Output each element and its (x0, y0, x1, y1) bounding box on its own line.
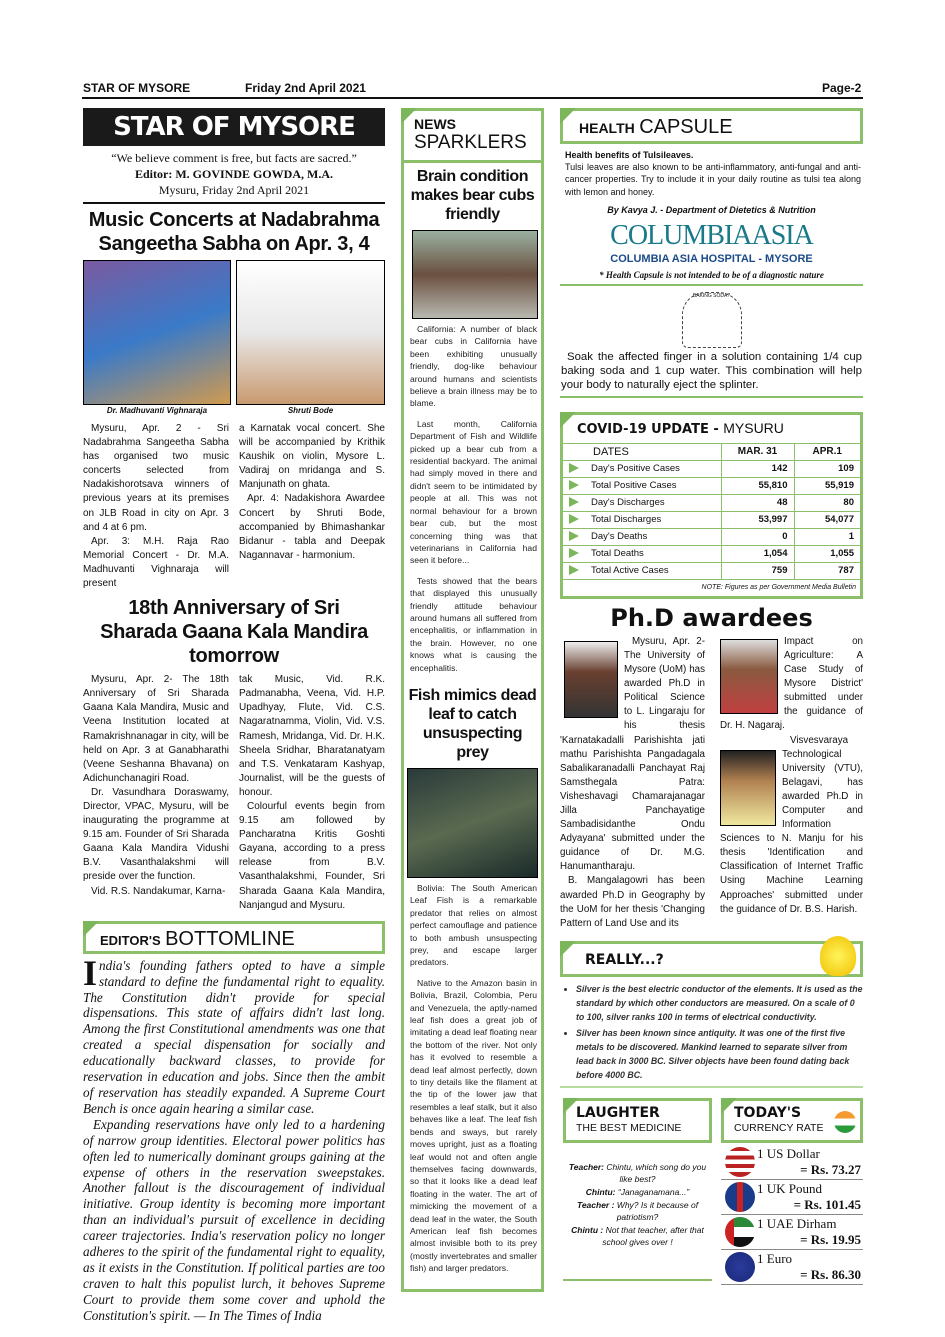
currency-rate: = Rs. 101.45 (793, 1196, 861, 1212)
paragraph: Tests showed that the bears that displayed this unusually friendly attitude behaviour around humans all suffered from encephalitis, or inflammation in the brain. However, no one knows what is causing the encephalitis. (410, 575, 537, 673)
phd-right (720, 635, 863, 917)
value-apr1: 55,919 (794, 477, 860, 494)
currency-rate-item (721, 1216, 863, 1250)
value-apr1: 54,077 (794, 511, 860, 528)
triangle-bullet-icon (569, 548, 579, 558)
paragraph: Expanding reservations have only led to a hardening of narrow group identities. Electoral power politics has often led to numerically dominant groups gaining at the expense of others in the reservation sweepstakes. Another fallout is the discouragement of individual initiative. Group identity is becoming more important than an individual's pursuit of excellence in deciding career trajectories. India's reservation policy no longer adheres to the spirit of the fundamental right to equality, as it exists in the Constitution. If political parties are too craven to halt this populist lurch, it behoves Supreme Court to provide them some cover and uphold the Constitution's spirit. — In The Times of India (83, 1116, 385, 1323)
editorial-label-box (83, 921, 385, 954)
metric-label: Total Deaths (591, 547, 644, 559)
header-mar31: MAR. 31 (721, 443, 794, 460)
joke-line (563, 1186, 712, 1199)
covid-title (563, 415, 860, 443)
fact-item: • Silver has been known since antiquity. It was one of the first five metals to be discovered. Mankind learned to separate silver from lead back in 3000 BC. Silver objects have been found dating back before 4000 BC. (576, 1026, 863, 1082)
bottom-boxes (560, 1098, 863, 1286)
value-mar31: 48 (721, 494, 794, 511)
speech: “Janaganamana...” (617, 1187, 690, 1198)
currency-label: CURRENCY RATE (734, 1121, 824, 1134)
covid-row (563, 494, 860, 511)
phd-left (560, 635, 705, 931)
laughter-joke (563, 1161, 712, 1249)
speaker: Teacher: (568, 1161, 605, 1172)
paragraph: California: A number of black bear cubs in California have been exhibiting unusually friendly, dog-like behaviour around humans and scientists believe a brain illness may be to blame. (410, 324, 537, 409)
header-dates: DATES (563, 443, 721, 460)
covid-table-header (563, 443, 860, 460)
header-apr1: APR.1 (794, 443, 860, 460)
paragraph: Apr. 4: Nadakishora Awardee Concert by Shruti Bode, accompanied by Bhimashankar Bidanur - tabla and Deepak Nagannavar - harmonium. (239, 493, 385, 561)
currency-rate: = Rs. 19.95 (800, 1231, 861, 1247)
covid-metric (563, 545, 721, 562)
sparklers-label: SPARKLERS (414, 132, 527, 153)
triangle-bullet-icon (569, 497, 579, 507)
masthead-dateline: Mysuru, Friday 2nd April 2021 (158, 183, 310, 197)
article1-body (83, 422, 385, 591)
value-mar31: 55,810 (721, 477, 794, 494)
divider (560, 284, 863, 286)
currency-rates (721, 1146, 863, 1285)
covid-note: NOTE: Figures as per Government Media Bulletin (701, 583, 856, 591)
speaker: Chintu: (585, 1187, 616, 1198)
sparklers-header (404, 111, 541, 163)
bear-cubs-photo (412, 230, 538, 319)
paragraph: a Karnatak vocal concert. She will be accompanied by Krithik Kaushik on violin, Mysore L. Vadiraj on mridanga and S. Manjunath on ghata. (239, 423, 385, 491)
paragraph: Apr. 3: M.H. Raja Rao Memorial Concert - Dr. M.A. Madhuvanti Vighnaraja will present (83, 535, 229, 590)
hospital-name: COLUMBIA ASIA HOSPITAL - MYSORE (610, 252, 813, 265)
left-column (83, 108, 385, 1324)
photo-madhuvanti (83, 260, 231, 405)
corner-marker (560, 941, 576, 957)
photo-madhuvanti-figure (83, 260, 231, 416)
covid-row (563, 511, 860, 528)
value-mar31: 1,054 (721, 545, 794, 562)
leaf-fish-photo (407, 768, 538, 878)
currency-box (721, 1098, 863, 1143)
metric-label: Day's Deaths (591, 530, 648, 542)
currency-name: 1 UK Pound (757, 1180, 823, 1196)
splinter-cartoon (682, 292, 742, 348)
speech: Why? Is it because of patriotism? (616, 1199, 699, 1223)
currency-rate-item (721, 1146, 863, 1180)
phd-mangalagowri-cont: Impact on Agriculture: A Case Study of Mysore District' submitted under the guidance of Dr. H. Nagaraj. (720, 635, 863, 732)
value-apr1: 109 (794, 460, 860, 477)
masthead-editor: Editor: M. GOVINDE GOWDA, M.A. (135, 167, 333, 181)
fact-item: • Silver is the best electric conductor of the elements. It is used as the standard by which other conductors are measured. On a scale of 0 to 100, silver ranks 100 in terms of electrical conductivity. (576, 982, 863, 1024)
paragraph: Vid. R.S. Nandakumar, Karna- (91, 885, 226, 897)
health-body: Tulsi leaves are also known to be anti-inflammatory, anti-fungal and anti-cancer properties. Try to include it in your daily routine as tulsi tea along with lemon and honey. (565, 162, 861, 197)
eu-flag-icon (725, 1252, 755, 1282)
drop-cap: I (83, 952, 98, 993)
photo-mangalagowri (720, 639, 778, 714)
phd-section (560, 635, 863, 931)
paragraph: Mysuru, Apr. 2 - Sri Nadabrahma Sangeetha Sabha has organised two music concerts selected from Nadakishorotsava winners of previous years at its premises on JLB Road in city on Apr. 3 and 4 at 6 pm. (83, 423, 229, 533)
caption-shruti: Shruti Bode (287, 406, 334, 415)
health-label-bold: HEALTH (579, 120, 635, 136)
divider (560, 396, 863, 398)
story1-headline: Brain condition makes bear cubs friendly (410, 168, 535, 223)
covid-metric (563, 494, 721, 511)
phd-title: Ph.D awardees (610, 603, 813, 632)
photo-shruti (236, 260, 385, 405)
editorial-label-bold: EDITOR'S (100, 932, 161, 948)
covid-title-city: MYSURU (723, 419, 784, 436)
currency-section (721, 1098, 863, 1286)
currency-label-bold: TODAY'S (734, 1104, 802, 1121)
currency-name: 1 UAE Dirham (757, 1215, 837, 1231)
speech: Chintu, which song do you like best? (606, 1161, 707, 1185)
covid-table (563, 443, 860, 580)
really-box (560, 941, 863, 977)
paragraph: Mysuru, Apr. 2- The 18th Anniversary of Sri Sharada Gaana Kala Mandira, Music and Veena Institution located at Ramakrishnanagar in city, will be held on Apr. 3 at Ganabharathi (Veene Seshanna Bhavana) on Adichunchanagiri Road. (83, 674, 229, 784)
right-column (560, 108, 863, 1286)
value-mar31: 759 (721, 562, 794, 579)
corner-marker (560, 108, 576, 124)
uae-flag-icon (725, 1217, 755, 1247)
cartoon-caption: BAKING SODA? (692, 292, 731, 299)
covid-row (563, 562, 860, 579)
story2-headline: Fish mimics dead leaf to catch unsuspecting prey (408, 686, 537, 761)
paragraph (83, 952, 385, 1117)
currency-rate-item (721, 1251, 863, 1285)
triangle-bullet-icon (569, 565, 579, 575)
laughter-box (563, 1098, 712, 1143)
covid-metric (563, 477, 721, 494)
phd-mangalagowri: B. Mangalagowri has been awarded Ph.D in Geography by the UoM for her thesis 'Changing Pattern of Land Use and its (560, 875, 705, 929)
corner-marker (83, 921, 99, 937)
covid-metric (563, 562, 721, 579)
joke-line (563, 1199, 712, 1224)
paragraph: Last month, California Department of Fish and Wildlife picked up a bear cub from a residential backyard. The animal had simply moved in there and didn't seem to be intimidated by people at all. This was not normal behaviour for a brown bear cub, but the most concerning thing was that veterinarians in California had seen it before... (410, 418, 537, 566)
triangle-bullet-icon (569, 531, 579, 541)
corner-marker (560, 412, 576, 428)
health-disclaimer: * Health Capsule is not intended to be of a diagnostic nature (599, 269, 824, 280)
really-label: REALLY...? (585, 951, 664, 968)
article1-headline: Music Concerts at Nadabrahma Sangeetha Sabha on Apr. 3, 4 (88, 209, 380, 255)
corner-marker (721, 1098, 737, 1114)
speech: Not that teacher, after that school gives over ! (602, 1224, 704, 1248)
masthead: STAR OF MYSORE (83, 108, 385, 146)
metric-label: Day's Positive Cases (591, 462, 680, 474)
currency-rate: = Rs. 73.27 (800, 1161, 861, 1177)
laughter-label-bold: LAUGHTER (576, 1104, 660, 1121)
health-tip: Soak the affected finger in a solution containing 1/4 cup baking soda and 1 cup water. This combination will help your body to naturally eject the splinter. (561, 350, 862, 391)
paragraph: tak Music, Vid. R.K. Padmanabha, Veena, Vid. H.P. Upadhyay, Flute, Vid. C.S. Nagaratnamma, Violin, Vid. V.S. Ramesh, Mridanga, Vid. Dr. H.K. Sheela Sridhar, Bharatanatyam and T.S. Venkataram Kashyap, Journalist, will be the guests of honour. (239, 674, 385, 798)
divider (560, 1086, 863, 1088)
page-number: Page-2 (822, 81, 862, 95)
covid-metric (563, 528, 721, 545)
running-header-date: Friday 2nd April 2021 (245, 81, 366, 95)
uk-flag-icon (725, 1182, 755, 1212)
covid-metric (563, 460, 721, 477)
editorial-label: BOTTOMLINE (165, 927, 295, 950)
photo-manju (720, 750, 776, 826)
article1-photos (83, 260, 385, 416)
bulb-mascot-icon (820, 936, 856, 976)
covid-title-bold: COVID-19 UPDATE - (577, 421, 719, 437)
corner-marker (401, 108, 417, 124)
phd-lingaraju: Mysuru, Apr. 2- The University of Mysore (UoM) has awarded Ph.D in Political Science to L. Lingaraju for his thesis 'Karnatakadalli Parishishta jati mathu Parishishta Pangadagala Sabalikaranadalli Panchayat Raj Samsthegala Patra: Visheshavagi Chamarajanagar Jilla Panchayatige Sambadisidanthe Ondu Adyayana' submitted under the guidance of Dr. M.G. Hanumantharaju. (560, 635, 705, 873)
covid-row (563, 528, 860, 545)
paragraph: Bolivia: The South American Leaf Fish is a remarkable predator that relies on almost perfect camouflage and patience to both ambush unsuspecting prey, and escape larger predators. (410, 882, 537, 968)
photo-lingaraju (564, 641, 618, 718)
us-flag-icon (725, 1147, 755, 1177)
covid-row (563, 477, 860, 494)
covid-metric (563, 511, 721, 528)
value-mar31: 53,997 (721, 511, 794, 528)
paragraph: Colourful events begin from 9.15 am followed by Pancharatna Kritis Goshti Gayana, according to a press release from B.V. Vasanthalakshmi, Founder, Sri Sharada Gaana Kala Mandira, Nanjangud and Mysuru. (239, 800, 385, 911)
value-apr1: 1,055 (794, 545, 860, 562)
health-title: Health benefits of Tulsileaves. (565, 150, 694, 160)
triangle-bullet-icon (569, 514, 579, 524)
currency-name: 1 Euro (757, 1250, 793, 1266)
joke-line (563, 1224, 712, 1249)
caption-madhuvanti: Dr. Madhuvanti Vighnaraja (106, 406, 208, 415)
speaker: Teacher : (576, 1199, 615, 1210)
metric-label: Total Discharges (591, 513, 662, 525)
health-byline: By Kavya J. - Department of Dietetics & Nutrition (607, 204, 816, 215)
triangle-bullet-icon (569, 463, 579, 473)
speaker: Chintu : (571, 1224, 604, 1235)
laughter-section (563, 1098, 712, 1281)
masthead-rule (83, 202, 385, 204)
sparklers-label-bold: NEWS (414, 116, 456, 132)
joke-line (563, 1161, 712, 1186)
metric-label: Total Active Cases (591, 564, 669, 576)
corner-marker (563, 1098, 579, 1114)
covid-row (563, 545, 860, 562)
metric-label: Day's Discharges (591, 496, 665, 508)
article2-headline: 18th Anniversary of Sri Sharada Gaana Kala Mandira tomorrow (100, 597, 368, 668)
editorial-body (83, 952, 385, 1324)
story2-body (404, 882, 541, 1275)
currency-rate-item (721, 1181, 863, 1215)
masthead-motto: “We believe comment is free, but facts are sacred.” (111, 151, 357, 165)
metric-label: Total Positive Cases (591, 479, 677, 491)
covid-update-box (560, 412, 863, 599)
news-sparklers-column (401, 108, 544, 1292)
triangle-bullet-icon (569, 480, 579, 490)
divider (563, 1279, 712, 1281)
running-header-paper: STAR OF MYSORE (83, 81, 191, 95)
value-apr1: 80 (794, 494, 860, 511)
health-label: CAPSULE (639, 116, 733, 138)
paragraph: Native to the Amazon basin in Bolivia, Brazil, Colombia, Peru and Venezuela, the aptly-named leaf fish does a great job of imitating a dead leaf floating near the bottom of the river. Not only has it evolved to resemble a dead leaf almost perfectly, down to tiny details like the filament at the tip of the lower jaw that resembles a leaf stalk, but it also behaves like a leaf. The leaf fish bends and sways, but rarely moves upright, just as a floating leaf would not and often angle themselves facing downwards, so that it looks like a dead leaf floating in the water. The art of mimicking the movement of a dead leaf in the water, the South American leaf fish becomes almost invisible both to its prey (mostly invertebrates and smaller fish) and larger predators. (410, 977, 537, 1274)
value-mar31: 0 (721, 528, 794, 545)
photo-shruti-figure (236, 260, 385, 416)
covid-row (563, 460, 860, 477)
health-capsule-header (560, 108, 863, 144)
article2-body (83, 673, 385, 913)
value-apr1: 787 (794, 562, 860, 579)
currency-name: 1 US Dollar (757, 1145, 820, 1161)
india-flag-icon (834, 1111, 856, 1133)
value-apr1: 1 (794, 528, 860, 545)
columbia-asia-logo: COLUMBIAASIA (610, 219, 813, 251)
paragraph: Dr. Vasundhara Doraswamy, Director, VPAC, Mysuru, will be inaugurating the programme at 9.15 am. Founder of Sri Sharada Gaana Kala Mandira Vidushi B.V. Vasanthalakshmi will preside over the function. (83, 786, 229, 883)
really-facts (560, 982, 863, 1082)
editorial-para: ndia's founding fathers opted to have a simple standard to define the fundamental right to equality. The Constitution didn't provide for special dispensations. This state of affairs didn't last long. Among the first Constitutional amendments was one that created a special dispensation for socially and educationally backward classes, to provide for reservation in education and jobs. Since then the ambit of reservation has steadily expanded. A Supreme Court Bench is once again hearing a similar case. (83, 957, 385, 1116)
header-rule (82, 97, 863, 99)
value-mar31: 142 (721, 460, 794, 477)
currency-rate: = Rs. 86.30 (800, 1266, 861, 1282)
laughter-label: THE BEST MEDICINE (576, 1121, 682, 1134)
story1-body (404, 323, 541, 674)
phd-manju: Visvesvaraya Technological University (VTU), Belagavi, has awarded Ph.D in Computer and Information Sciences to N. Manju for his thesis 'Identification and Classification of Internet Traffic Using Machine Learning Approaches' submitted under the guidance of Dr. B.S. Harish. (720, 734, 863, 915)
